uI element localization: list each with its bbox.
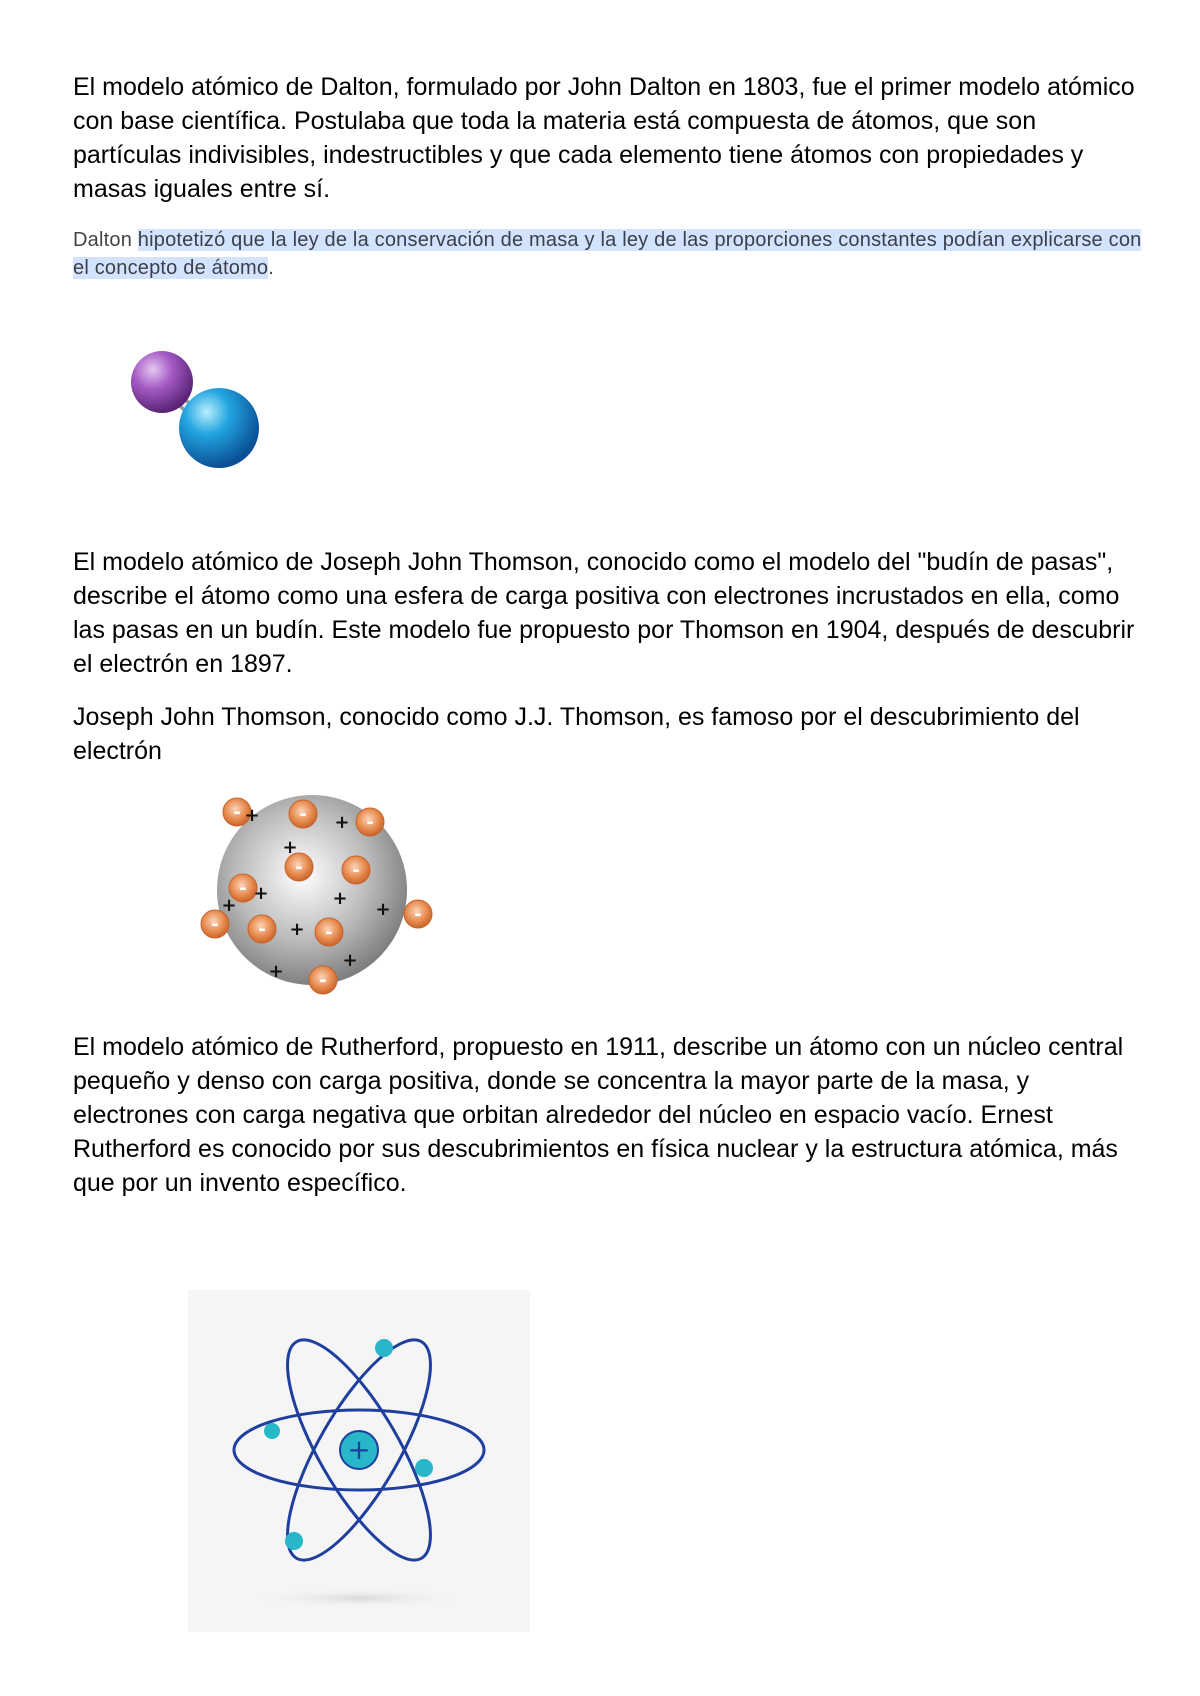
positive-charge-sign: +: [244, 805, 260, 826]
electron: [285, 1532, 303, 1550]
dalton-note-highlight: hipotetizó que la ley de la conservación de masa y la ley de las proporciones constantes podían explicarse con el concepto de átomo: [73, 229, 1142, 279]
thomson-model-image: [200, 790, 440, 1000]
electron-minus-sign: -: [211, 914, 219, 935]
electron-minus-sign: -: [239, 878, 247, 899]
dalton-note-prefix: Dalton: [73, 229, 138, 251]
electron-minus-sign: -: [299, 804, 307, 825]
dalton-molecule-image: [130, 345, 270, 475]
electron: [264, 1423, 280, 1439]
positive-charge-sign: +: [282, 837, 298, 858]
atom-shadow: [249, 1588, 469, 1608]
rutherford-paragraph: El modelo atómico de Rutherford, propuesto en 1911, describe un átomo con un núcleo central pequeño y denso con carga positiva, donde se concentra la mayor parte de la masa, y electrones con carga negativa que orbitan alrededor del núcleo en espacio vacío. Ernest Rutherford es conocido por sus descubrimientos en física nuclear y la estructura atómica, más que por un invento específico.: [73, 1033, 1124, 1197]
electron-minus-sign: -: [295, 857, 303, 878]
positive-charge-sign: +: [289, 919, 305, 940]
electron-minus-sign: -: [325, 922, 333, 943]
positive-charge-sign: +: [332, 888, 348, 909]
electron-minus-sign: -: [366, 812, 374, 833]
thomson-paragraph-2: Joseph John Thomson, conocido como J.J. Thomson, es famoso por el descubrimiento del electrón: [73, 703, 1080, 765]
dalton-note-suffix: .: [268, 257, 275, 279]
electron: [415, 1459, 433, 1477]
thomson-paragraph: El modelo atómico de Joseph John Thomson, conocido como el modelo del "budín de pasas", describe el átomo como una esfera de carga positiva con electrones incrustados en ella, como las pasas en un budín. Este modelo fue propuesto por Thomson en 1904, después de descubrir el electrón en 1897.: [73, 548, 1135, 678]
dalton-note: [73, 226, 1143, 282]
positive-charge-sign: +: [375, 899, 391, 920]
molecule-atom-blue: [179, 388, 259, 468]
positive-charge-sign: +: [268, 961, 284, 982]
electron-minus-sign: -: [258, 919, 266, 940]
positive-charge-sign: +: [221, 895, 237, 916]
electron-minus-sign: -: [352, 860, 360, 881]
dalton-paragraph: El modelo atómico de Dalton, formulado por John Dalton en 1803, fue el primer modelo atómico con base científica. Postulaba que toda la materia está compuesta de átomos, que son partículas indivisibles, indestructibles y que cada elemento tiene átomos con propiedades y masas iguales entre sí.: [73, 73, 1135, 203]
electron-minus-sign: -: [414, 904, 422, 925]
nucleus-plus-sign: +: [347, 1433, 371, 1466]
positive-charge-sign: +: [334, 812, 350, 833]
molecule-atom-purple: [131, 351, 193, 413]
electron-minus-sign: -: [233, 802, 241, 823]
rutherford-model-image: [188, 1290, 530, 1632]
electron: [375, 1339, 393, 1357]
positive-charge-sign: +: [342, 950, 358, 971]
positive-charge-sign: +: [253, 883, 269, 904]
electron-minus-sign: -: [319, 970, 327, 991]
